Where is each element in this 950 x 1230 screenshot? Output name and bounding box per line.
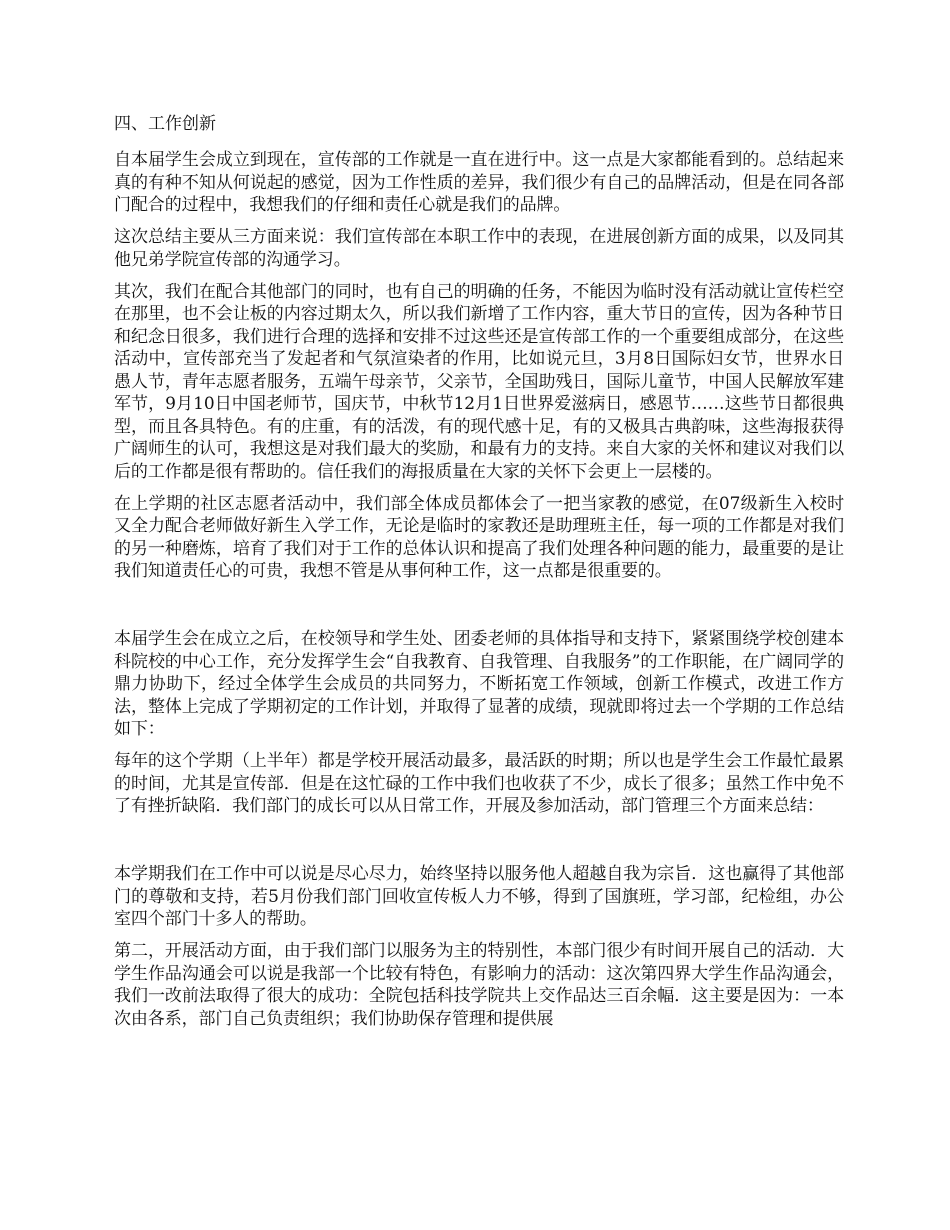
paragraph-2: 这次总结主要从三方面来说：我们宣传部在本职工作中的表现，在进展创新方面的成果，以及同其他兄弟学院宣传部的沟通学习。 bbox=[114, 227, 844, 270]
paragraph-4: 在上学期的社区志愿者活动中，我们部全体成员都体会了一把当家教的感觉，在07级新生入校时又全力配合老师做好新生入学工作，无论是临时的家教还是助理班主任，每一项的工作都是对我们的另一种磨炼，培育了我们对于工作的总体认识和提高了我们处理各种问题的能力，最重要的是让我们知道责任心的可贵，我想不管是从事何种工作，这一点都是很重要的。 bbox=[114, 493, 844, 581]
paragraph-3: 其次，我们在配合其他部门的同时，也有自己的明确的任务，不能因为临时没有活动就让宣传栏空在那里，也不会让板的内容过期太久，所以我们新增了工作内容，重大节日的宣传，因为各种节日和纪念日很多，我们进行合理的选择和安排不过这些还是宣传部工作的一个重要组成部分，在这些活动中，宣传部充当了发起者和气氛渲染者的作用，比如说元旦，3月8日国际妇女节，世界水日愚人节，青年志愿者服务，五端午母亲节，父亲节，全国助残日，国际儿童节，中国人民解放军建军节，9月10日中国老师节，国庆节，中秋节12月1日世界爱滋病日，感恩节……这些节日都很典型，而且各具特色。有的庄重，有的活泼，有的现代感十足，有的又极具古典韵味，这些海报获得广阔师生的认可，我想这是对我们最大的奖励，和最有力的支持。来自大家的关怀和建议对我们以后的工作都是很有帮助的。信任我们的海报质量在大家的关怀下会更上一层楼的。 bbox=[114, 281, 844, 482]
paragraph-5: 本届学生会在成立之后，在校领导和学生处、团委老师的具体指导和支持下，紧紧围绕学校创建本科院校的中心工作，充分发挥学生会“自我教育、自我管理、自我服务”的工作职能，在广阔同学的鼎力协助下，经过全体学生会成员的共同努力，不断拓宽工作领域，创新工作模式，改进工作方法，整体上完成了学期初定的工作计划，并取得了显著的成绩，现就即将过去一个学期的工作总结如下： bbox=[114, 629, 844, 739]
section-heading: 四、工作创新 bbox=[114, 114, 216, 134]
paragraph-7: 本学期我们在工作中可以说是尽心尽力，始终坚持以服务他人超越自我为宗旨．这也赢得了其他部门的尊敬和支持，若5月份我们部门回收宣传板人力不够，得到了国旗班，学习部，纪检组，办公室四个部门十多人的帮助。 bbox=[114, 864, 844, 929]
paragraph-spacer bbox=[114, 827, 844, 863]
document-page bbox=[114, 112, 844, 1040]
paragraph-6: 每年的这个学期（上半年）都是学校开展活动最多，最活跃的时期；所以也是学生会工作最忙最累的时间，尤其是宣传部．但是在这忙碌的工作中我们也收获了不少，成长了很多；虽然工作中免不了有挫折缺陷．我们部门的成长可以从日常工作，开展及参加活动，部门管理三个方面来总结： bbox=[114, 751, 844, 816]
paragraph-8: 第二，开展活动方面，由于我们部门以服务为主的特别性，本部门很少有时间开展自己的活动．大学生作品沟通会可以说是我部一个比较有特色，有影响力的活动：这次第四界大学生作品沟通会，我们一改前法取得了很大的成功：全院包括科技学院共上交作品达三百余幅．这主要是因为：一本次由各系，部门自己负责组织；我们协助保存管理和提供展 bbox=[114, 941, 844, 1029]
paragraph-1: 自本届学生会成立到现在，宣传部的工作就是一直在进行中。这一点是大家都能看到的。总结起来真的有种不知从何说起的感觉，因为工作性质的差异，我们很少有自己的品牌活动，但是在同各部门配合的过程中，我想我们的仔细和责任心就是我们的品牌。 bbox=[114, 150, 844, 215]
paragraph-spacer bbox=[114, 592, 844, 628]
